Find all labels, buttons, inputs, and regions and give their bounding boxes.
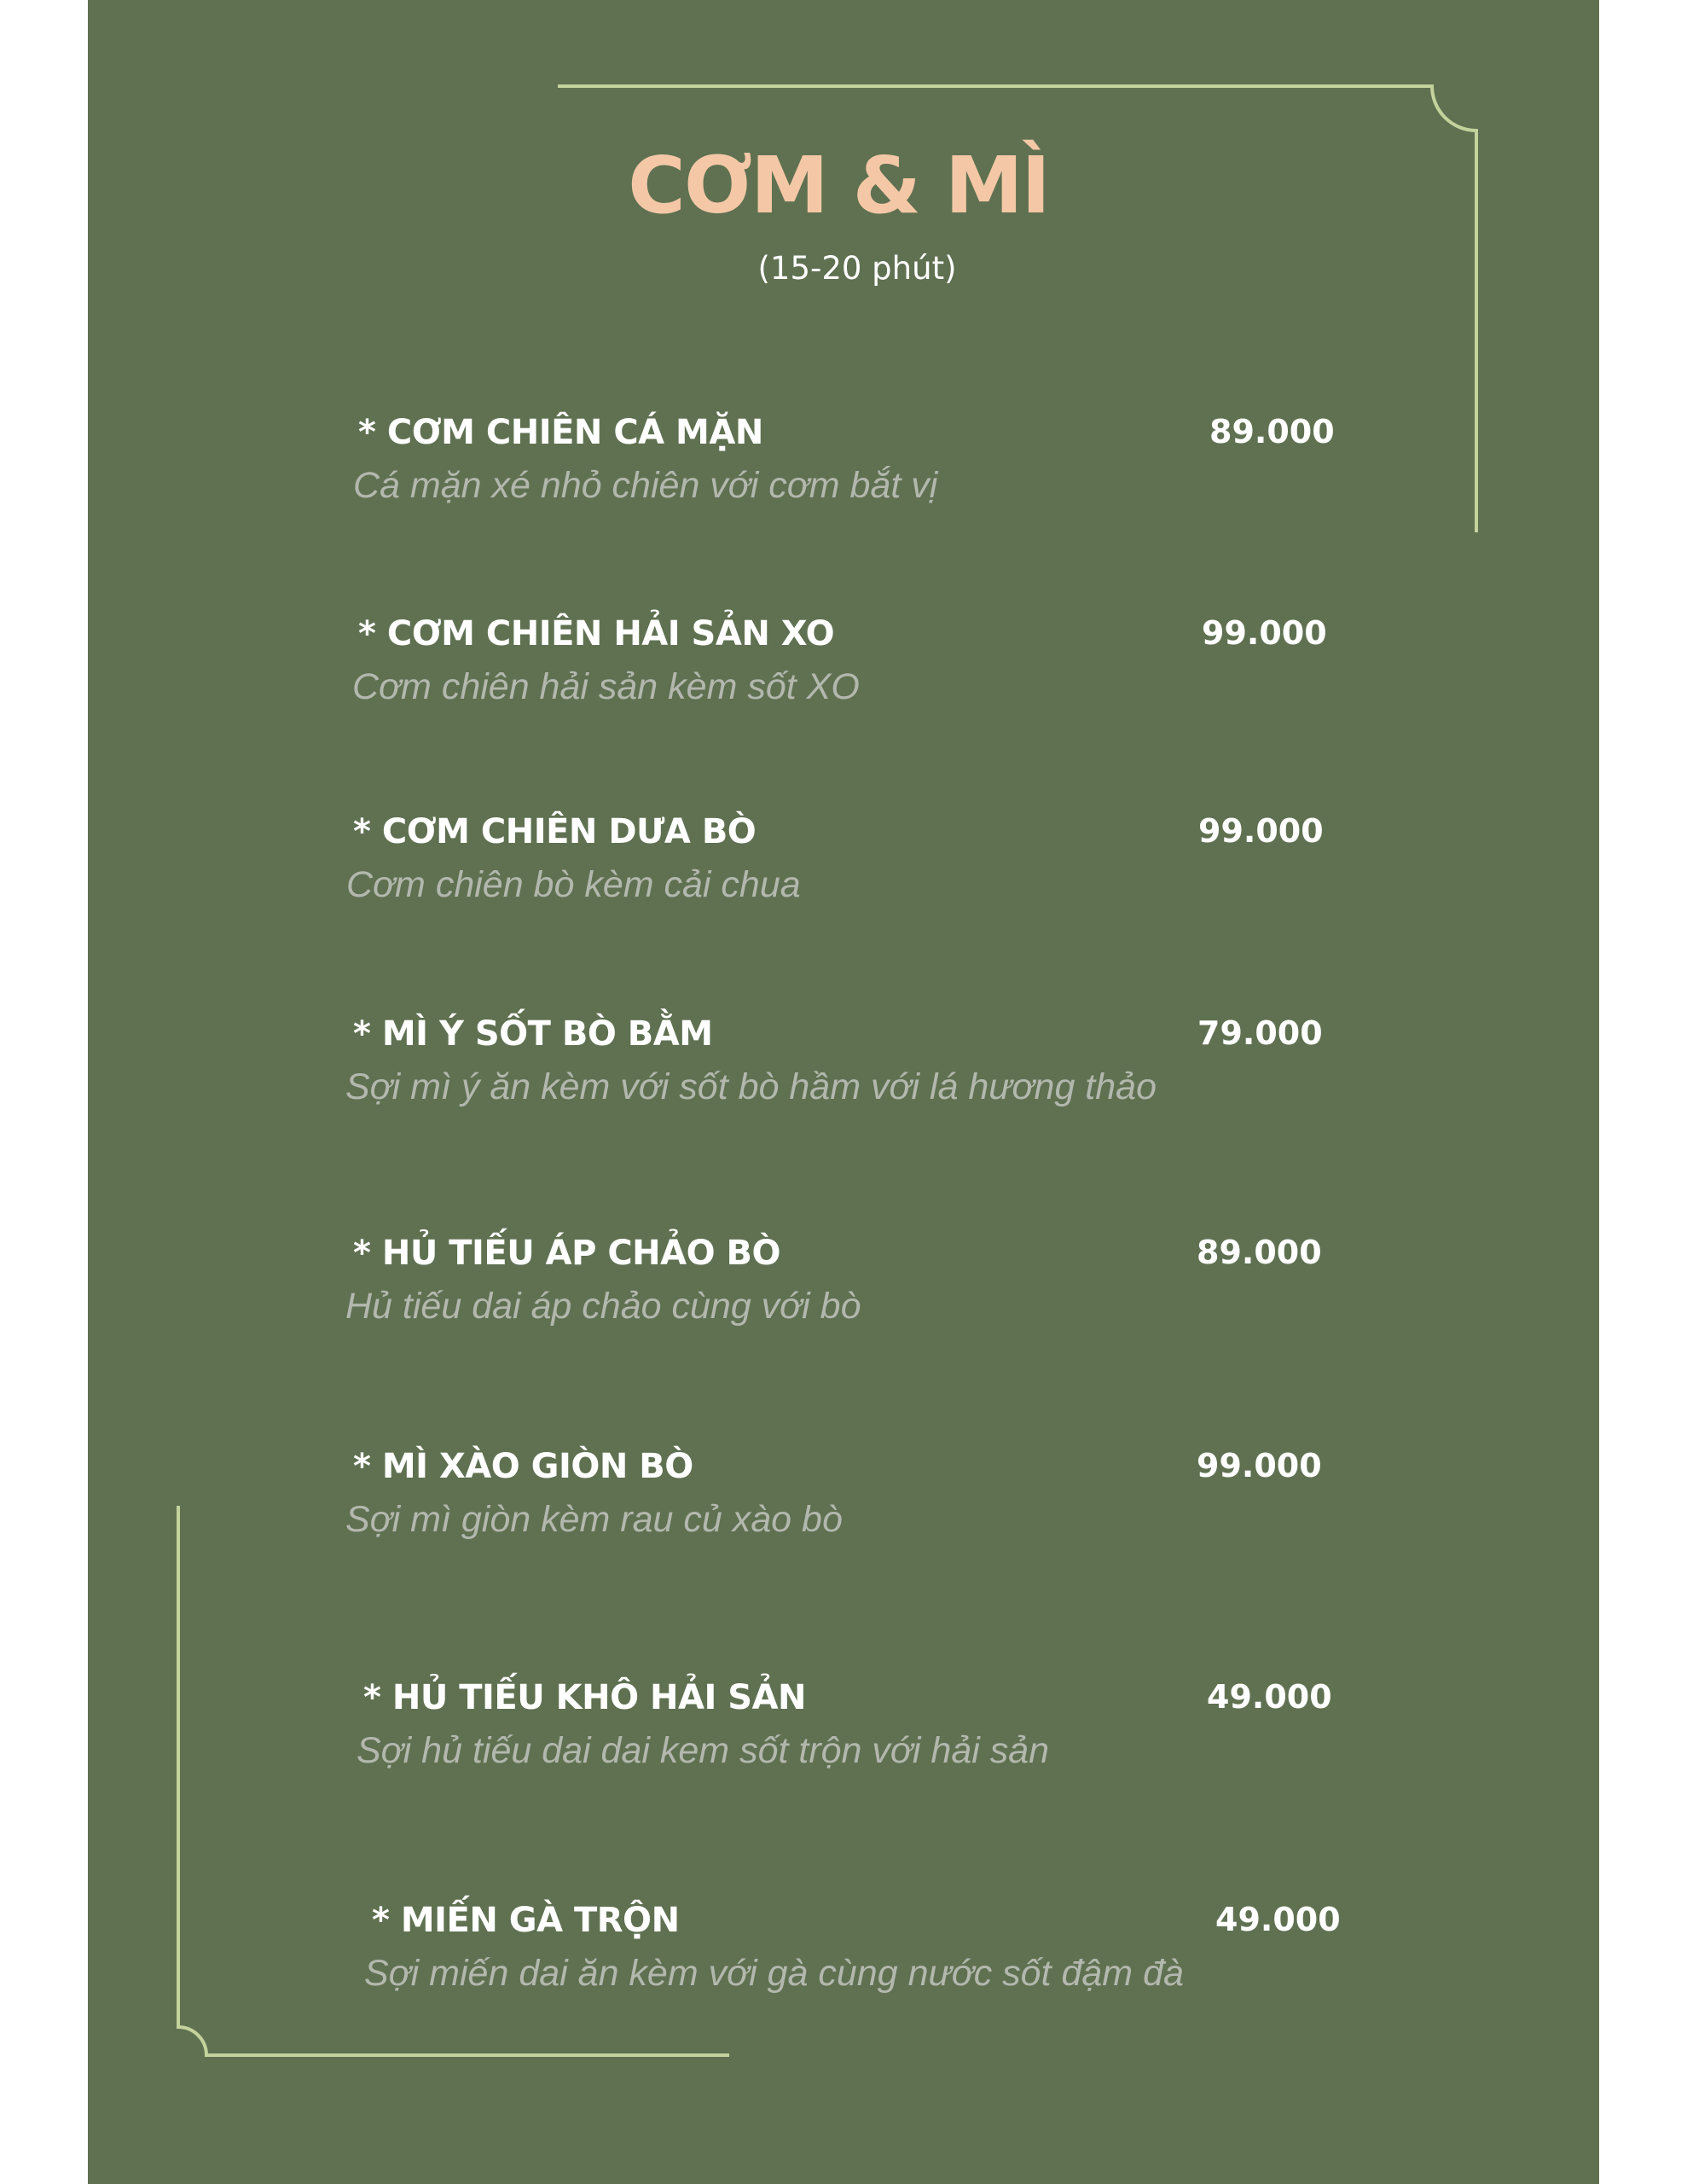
menu-item-name: * CƠM CHIÊN HẢI SẢN XO (358, 614, 835, 653)
menu-item-price: 49.000 (1215, 1901, 1341, 1938)
menu-title: CƠM & MÌ (628, 140, 1049, 231)
menu-item-name: * MÌ Ý SỐT BÒ BẰM (353, 1014, 713, 1054)
menu-item-name: * MIẾN GÀ TRỘN (372, 1901, 680, 1940)
menu-item-description: Cá mặn xé nhỏ chiên với cơm bắt vị (353, 465, 938, 506)
menu-item-price: 99.000 (1197, 1447, 1322, 1484)
menu-item-price: 99.000 (1202, 614, 1327, 652)
menu-item-name: * HỦ TIẾU KHÔ HẢI SẢN (363, 1678, 807, 1717)
menu-item-description: Sợi hủ tiếu dai dai kem sốt trộn với hải sản (357, 1730, 1050, 1771)
menu-item-description: Sợi miến dai ăn kèm với gà cùng nước sốt đậm đà (364, 1953, 1184, 1994)
menu-subtitle: (15-20 phút) (757, 250, 957, 287)
menu-item-description: Cơm chiên hải sản kèm sốt XO (352, 666, 860, 707)
menu-item-price: 49.000 (1207, 1678, 1332, 1716)
menu-item-description: Sợi mì ý ăn kèm với sốt bò hầm với lá hương thảo (345, 1066, 1157, 1107)
menu-item-description: Sợi mì giòn kèm rau củ xào bò (345, 1499, 843, 1540)
menu-item-description: Cơm chiên bò kèm cải chua (346, 864, 801, 905)
menu-item-price: 99.000 (1198, 812, 1324, 850)
menu-item-price: 89.000 (1197, 1234, 1322, 1271)
menu-item-price: 79.000 (1197, 1014, 1323, 1052)
menu-item-name: * CƠM CHIÊN DƯA BÒ (353, 812, 757, 851)
menu-item-name: * HỦ TIẾU ÁP CHẢO BÒ (353, 1234, 781, 1273)
menu-item-description: Hủ tiếu dai áp chảo cùng với bò (345, 1286, 861, 1327)
menu-item-name: * CƠM CHIÊN CÁ MẶN (358, 413, 763, 452)
menu-item-price: 89.000 (1209, 413, 1335, 450)
menu-item-name: * MÌ XÀO GIÒN BÒ (353, 1447, 693, 1486)
